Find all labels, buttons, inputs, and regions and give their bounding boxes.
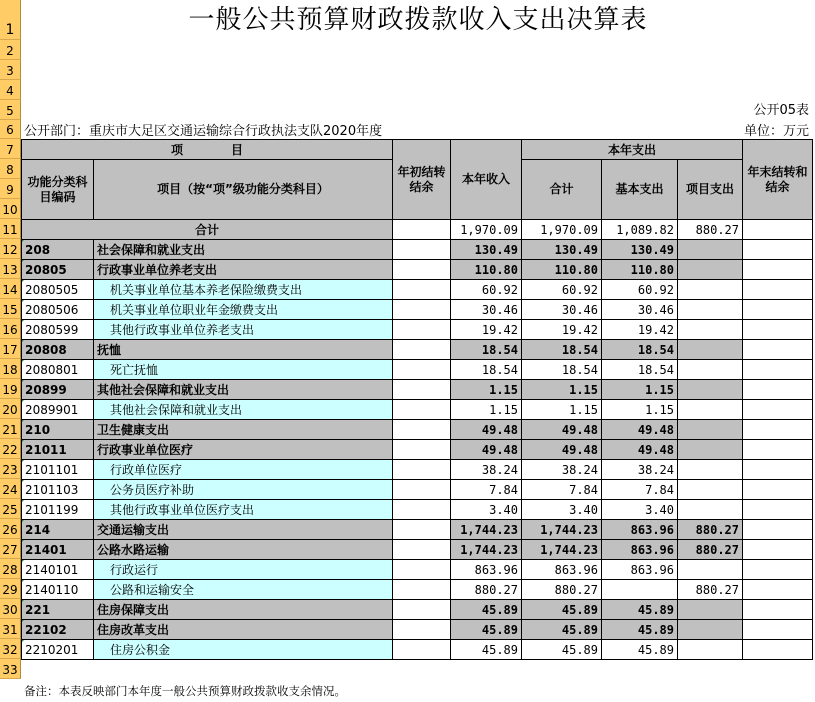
cell-project[interactable] [678, 600, 743, 620]
header-project[interactable]: 项目支出 [678, 160, 743, 220]
unit-label: 单位：万元 [743, 124, 809, 139]
cell-comment-marker [22, 300, 26, 304]
cell-project[interactable] [678, 640, 743, 660]
cell-begin[interactable] [393, 520, 451, 540]
cell-name[interactable]: 卫生健康支出 [94, 420, 393, 440]
table-row[interactable] [22, 620, 813, 640]
cell-basic[interactable]: 1.15 [602, 400, 678, 420]
cell-name[interactable]: 住房公积金 [94, 640, 393, 660]
cell-comment-marker [22, 480, 26, 484]
cell-name[interactable]: 住房保障支出 [94, 600, 393, 620]
cell-basic[interactable]: 19.42 [602, 320, 678, 340]
table-row[interactable] [22, 440, 813, 460]
header-expense-group[interactable]: 本年支出 [522, 140, 743, 160]
cell-end[interactable] [743, 380, 813, 400]
header-name[interactable]: 项目（按“项”级功能分类科目） [94, 160, 393, 220]
cell-project[interactable] [678, 320, 743, 340]
form-number: 公开05表 [753, 103, 809, 118]
cell-comment-marker [22, 340, 26, 344]
cell-total[interactable]: 1.15 [522, 400, 602, 420]
total-income[interactable]: 1,970.09 [451, 220, 522, 240]
cell-comment-marker [22, 360, 26, 364]
cell-name[interactable]: 行政运行 [94, 560, 393, 580]
cell-end[interactable] [743, 240, 813, 260]
table-row[interactable] [22, 640, 813, 660]
cell-total[interactable]: 880.27 [522, 580, 602, 600]
table-row[interactable] [22, 600, 813, 620]
cell-comment-marker [22, 640, 26, 644]
cell-comment-marker [22, 400, 26, 404]
cell-total[interactable]: 60.92 [522, 280, 602, 300]
total-label[interactable]: 合计 [22, 220, 393, 240]
header-basic[interactable]: 基本支出 [602, 160, 678, 220]
cell-project[interactable] [678, 240, 743, 260]
cell-total[interactable]: 110.80 [522, 260, 602, 280]
code-text: 2101199 [25, 502, 79, 517]
cell-income[interactable]: 1,744.23 [451, 540, 522, 560]
cell-code[interactable] [22, 440, 94, 460]
row-number[interactable]: 24 [0, 479, 21, 499]
table-row[interactable] [22, 420, 813, 440]
cell-project[interactable] [678, 500, 743, 520]
cell-basic[interactable]: 45.89 [602, 640, 678, 660]
row-number[interactable]: 3 [0, 60, 21, 80]
cell-project[interactable] [678, 460, 743, 480]
cell-name[interactable]: 公务员医疗补助 [94, 480, 393, 500]
cell-end[interactable] [743, 600, 813, 620]
row-number[interactable]: 1 [0, 0, 21, 40]
cell-total[interactable]: 1,744.23 [522, 520, 602, 540]
cell-comment-marker [22, 320, 26, 324]
cell-code[interactable] [22, 500, 94, 520]
cell-income[interactable]: 1.15 [451, 380, 522, 400]
table-row[interactable] [22, 260, 813, 280]
cell-income[interactable]: 880.27 [451, 580, 522, 600]
cell-name[interactable]: 住房改革支出 [94, 620, 393, 640]
cell-income[interactable]: 18.54 [451, 360, 522, 380]
cell-income[interactable]: 1.15 [451, 400, 522, 420]
cell-income[interactable]: 110.80 [451, 260, 522, 280]
row-number[interactable]: 25 [0, 499, 21, 519]
header-end-balance[interactable]: 年末结转和结余 [743, 140, 813, 220]
row-number[interactable]: 19 [0, 379, 21, 399]
code-text: 20805 [25, 262, 67, 277]
cell-end[interactable] [743, 520, 813, 540]
cell-name[interactable]: 行政单位医疗 [94, 460, 393, 480]
cell-name[interactable]: 其他行政事业单位养老支出 [94, 320, 393, 340]
cell-basic[interactable]: 18.54 [602, 360, 678, 380]
cell-income[interactable]: 3.40 [451, 500, 522, 520]
cell-total[interactable]: 863.96 [522, 560, 602, 580]
cell-begin[interactable] [393, 580, 451, 600]
cell-basic[interactable]: 863.96 [602, 560, 678, 580]
cell-name[interactable]: 其他行政事业单位医疗支出 [94, 500, 393, 520]
cell-begin[interactable] [393, 440, 451, 460]
total-end[interactable] [743, 220, 813, 240]
row-number[interactable]: 28 [0, 559, 21, 579]
code-text: 2101101 [25, 462, 79, 477]
cell-comment-marker [22, 520, 26, 524]
code-text: 22102 [25, 622, 67, 637]
cell-begin[interactable] [393, 600, 451, 620]
cell-comment-marker [22, 260, 26, 264]
header-begin-balance[interactable]: 年初结转结余 [393, 140, 451, 220]
cell-total[interactable]: 30.46 [522, 300, 602, 320]
cell-begin[interactable] [393, 420, 451, 440]
cell-basic[interactable]: 18.54 [602, 340, 678, 360]
row-number[interactable]: 21 [0, 419, 21, 439]
cell-code[interactable] [22, 300, 94, 320]
table-row[interactable] [22, 520, 813, 540]
cell-name[interactable]: 机关事业单位基本养老保险缴费支出 [94, 280, 393, 300]
cell-comment-marker [22, 620, 26, 624]
header-income[interactable]: 本年收入 [451, 140, 522, 220]
code-text: 2210201 [25, 642, 79, 657]
cell-comment-marker [22, 560, 26, 564]
cell-total[interactable]: 49.48 [522, 440, 602, 460]
cell-basic[interactable]: 1.15 [602, 380, 678, 400]
row-number[interactable]: 29 [0, 579, 21, 599]
cell-basic[interactable]: 45.89 [602, 600, 678, 620]
cell-project[interactable] [678, 360, 743, 380]
cell-project[interactable]: 880.27 [678, 520, 743, 540]
cell-end[interactable] [743, 480, 813, 500]
row-number[interactable]: 9 [0, 179, 21, 199]
total-begin[interactable] [393, 220, 451, 240]
row-number[interactable]: 27 [0, 539, 21, 559]
cell-income[interactable]: 45.89 [451, 640, 522, 660]
code-text: 2140110 [25, 582, 79, 597]
row-number[interactable]: 32 [0, 639, 21, 659]
row-number[interactable]: 7 [0, 139, 21, 159]
row-number[interactable]: 18 [0, 359, 21, 379]
cell-comment-marker [22, 440, 26, 444]
cell-basic[interactable]: 863.96 [602, 520, 678, 540]
cell-begin[interactable] [393, 480, 451, 500]
cell-comment-marker [22, 280, 26, 284]
cell-comment-marker [22, 240, 26, 244]
cell-end[interactable] [743, 280, 813, 300]
row-number[interactable]: 17 [0, 339, 21, 359]
table-row[interactable] [22, 360, 813, 380]
cell-income[interactable]: 130.49 [451, 240, 522, 260]
row-number[interactable]: 33 [0, 659, 21, 679]
row-number[interactable]: 10 [0, 199, 21, 219]
cell-project[interactable] [678, 560, 743, 580]
cell-end[interactable] [743, 260, 813, 280]
cell-basic[interactable]: 49.48 [602, 420, 678, 440]
cell-end[interactable] [743, 640, 813, 660]
row-number[interactable]: 2 [0, 40, 21, 60]
cell-begin[interactable] [393, 320, 451, 340]
cell-basic[interactable]: 45.89 [602, 620, 678, 640]
code-text: 20808 [25, 342, 67, 357]
code-text: 214 [25, 522, 51, 537]
table-row[interactable] [22, 240, 813, 260]
footer-note: 备注：本表反映部门本年度一般公共预算财政拨款收支余情况。 [24, 684, 346, 698]
organization-label: 公开部门：重庆市大足区交通运输综合行政执法支队2020年度 [24, 124, 383, 139]
code-text: 210 [25, 422, 51, 437]
cell-total[interactable]: 7.84 [522, 480, 602, 500]
row-number[interactable]: 6 [0, 120, 21, 139]
code-text: 2080505 [25, 282, 79, 297]
cell-project[interactable] [678, 480, 743, 500]
code-text: 221 [25, 602, 51, 617]
total-row[interactable] [22, 220, 813, 240]
cell-code[interactable] [22, 360, 94, 380]
cell-total[interactable]: 49.48 [522, 420, 602, 440]
row-number[interactable]: 13 [0, 259, 21, 279]
cell-end[interactable] [743, 560, 813, 580]
row-number[interactable]: 12 [0, 239, 21, 259]
cell-income[interactable]: 60.92 [451, 280, 522, 300]
total-basic[interactable]: 1,089.82 [602, 220, 678, 240]
code-text: 2140101 [25, 562, 79, 577]
cell-total[interactable]: 130.49 [522, 240, 602, 260]
cell-begin[interactable] [393, 300, 451, 320]
cell-basic[interactable]: 110.80 [602, 260, 678, 280]
cell-total[interactable]: 45.89 [522, 620, 602, 640]
cell-code[interactable] [22, 260, 94, 280]
cell-end[interactable] [743, 400, 813, 420]
cell-project[interactable] [678, 280, 743, 300]
header-item[interactable]: 项 目 [22, 140, 393, 160]
code-text: 208 [25, 242, 51, 257]
cell-comment-marker [22, 380, 26, 384]
cell-name[interactable]: 死亡抚恤 [94, 360, 393, 380]
cell-comment-marker [22, 580, 26, 584]
cell-begin[interactable] [393, 380, 451, 400]
cell-basic[interactable]: 3.40 [602, 500, 678, 520]
cell-begin[interactable] [393, 460, 451, 480]
code-text: 21011 [25, 442, 67, 457]
row-number[interactable]: 20 [0, 399, 21, 419]
code-text: 2080801 [25, 362, 79, 377]
cell-income[interactable]: 45.89 [451, 600, 522, 620]
cell-name[interactable]: 行政事业单位医疗 [94, 440, 393, 460]
cell-end[interactable] [743, 620, 813, 640]
row-number[interactable]: 26 [0, 519, 21, 539]
cell-code[interactable] [22, 460, 94, 480]
cell-end[interactable] [743, 320, 813, 340]
cell-code[interactable] [22, 340, 94, 360]
cell-project[interactable]: 880.27 [678, 580, 743, 600]
cell-begin[interactable] [393, 260, 451, 280]
cell-basic[interactable]: 38.24 [602, 460, 678, 480]
table-row[interactable] [22, 380, 813, 400]
cell-total[interactable]: 18.54 [522, 360, 602, 380]
cell-total[interactable]: 38.24 [522, 460, 602, 480]
row-number[interactable]: 8 [0, 159, 21, 179]
cell-name[interactable]: 抚恤 [94, 340, 393, 360]
cell-begin[interactable] [393, 340, 451, 360]
cell-begin[interactable] [393, 400, 451, 420]
cell-income[interactable]: 49.48 [451, 420, 522, 440]
cell-code[interactable] [22, 580, 94, 600]
cell-begin[interactable] [393, 240, 451, 260]
cell-income[interactable]: 38.24 [451, 460, 522, 480]
cell-comment-marker [22, 460, 26, 464]
cell-code[interactable] [22, 640, 94, 660]
table-row[interactable] [22, 340, 813, 360]
cell-total[interactable]: 19.42 [522, 320, 602, 340]
cell-basic[interactable]: 60.92 [602, 280, 678, 300]
table-row[interactable] [22, 400, 813, 420]
cell-basic[interactable]: 7.84 [602, 480, 678, 500]
cell-total[interactable]: 45.89 [522, 600, 602, 620]
table-row[interactable] [22, 540, 813, 560]
cell-code[interactable] [22, 520, 94, 540]
row-number[interactable]: 22 [0, 439, 21, 459]
cell-code[interactable] [22, 560, 94, 580]
budget-table [21, 139, 813, 660]
row-number[interactable]: 4 [0, 80, 21, 100]
cell-name[interactable]: 机关事业单位职业年金缴费支出 [94, 300, 393, 320]
cell-name[interactable]: 其他社会保障和就业支出 [94, 400, 393, 420]
cell-income[interactable]: 7.84 [451, 480, 522, 500]
table-row[interactable] [22, 300, 813, 320]
cell-comment-marker [22, 500, 26, 504]
cell-total[interactable]: 45.89 [522, 640, 602, 660]
cell-code[interactable] [22, 380, 94, 400]
total-project[interactable]: 880.27 [678, 220, 743, 240]
header-total[interactable]: 合计 [522, 160, 602, 220]
cell-begin[interactable] [393, 620, 451, 640]
cell-begin[interactable] [393, 360, 451, 380]
cell-project[interactable] [678, 300, 743, 320]
cell-end[interactable] [743, 360, 813, 380]
cell-total[interactable]: 3.40 [522, 500, 602, 520]
cell-code[interactable] [22, 540, 94, 560]
code-text: 2101103 [25, 482, 79, 497]
cell-end[interactable] [743, 540, 813, 560]
cell-project[interactable] [678, 620, 743, 640]
row-number[interactable]: 14 [0, 279, 21, 299]
cell-project[interactable]: 880.27 [678, 540, 743, 560]
row-number[interactable]: 31 [0, 619, 21, 639]
cell-code[interactable] [22, 420, 94, 440]
cell-begin[interactable] [393, 560, 451, 580]
code-text: 2080506 [25, 302, 79, 317]
row-number[interactable]: 15 [0, 299, 21, 319]
cell-name[interactable]: 公路水路运输 [94, 540, 393, 560]
cell-code[interactable] [22, 400, 94, 420]
cell-code[interactable] [22, 600, 94, 620]
cell-name[interactable]: 行政事业单位养老支出 [94, 260, 393, 280]
cell-end[interactable] [743, 500, 813, 520]
cell-project[interactable] [678, 400, 743, 420]
cell-name[interactable]: 交通运输支出 [94, 520, 393, 540]
cell-end[interactable] [743, 580, 813, 600]
cell-project[interactable] [678, 340, 743, 360]
cell-income[interactable]: 18.54 [451, 340, 522, 360]
cell-total[interactable]: 1.15 [522, 380, 602, 400]
table-row[interactable] [22, 320, 813, 340]
code-text: 20899 [25, 382, 67, 397]
sheet-title: 一般公共预算财政拨款收入支出决算表 [188, 5, 648, 35]
cell-basic[interactable] [602, 580, 678, 600]
row-number[interactable]: 11 [0, 219, 21, 239]
cell-code[interactable] [22, 620, 94, 640]
cell-name[interactable]: 其他社会保障和就业支出 [94, 380, 393, 400]
cell-project[interactable] [678, 380, 743, 400]
table-row[interactable] [22, 460, 813, 480]
code-text: 21401 [25, 542, 67, 557]
cell-income[interactable]: 45.89 [451, 620, 522, 640]
cell-begin[interactable] [393, 540, 451, 560]
cell-code[interactable] [22, 240, 94, 260]
cell-comment-marker [22, 600, 26, 604]
header-code[interactable]: 功能分类科目编码 [22, 160, 94, 220]
cell-project[interactable] [678, 420, 743, 440]
row-number[interactable]: 5 [0, 100, 21, 120]
cell-end[interactable] [743, 460, 813, 480]
total-total[interactable]: 1,970.09 [522, 220, 602, 240]
cell-begin[interactable] [393, 500, 451, 520]
table-row[interactable] [22, 500, 813, 520]
cell-begin[interactable] [393, 640, 451, 660]
cell-comment-marker [22, 540, 26, 544]
cell-code[interactable] [22, 320, 94, 340]
cell-code[interactable] [22, 480, 94, 500]
cell-name[interactable]: 公路和运输安全 [94, 580, 393, 600]
cell-end[interactable] [743, 340, 813, 360]
cell-name[interactable]: 社会保障和就业支出 [94, 240, 393, 260]
table-row[interactable] [22, 480, 813, 500]
table-row[interactable] [22, 280, 813, 300]
cell-basic[interactable]: 863.96 [602, 540, 678, 560]
cell-basic[interactable]: 130.49 [602, 240, 678, 260]
cell-end[interactable] [743, 420, 813, 440]
cell-income[interactable]: 19.42 [451, 320, 522, 340]
table-row[interactable] [22, 560, 813, 580]
cell-total[interactable]: 1,744.23 [522, 540, 602, 560]
cell-comment-marker [22, 420, 26, 424]
cell-code[interactable] [22, 280, 94, 300]
code-text: 2080599 [25, 322, 79, 337]
cell-income[interactable]: 863.96 [451, 560, 522, 580]
cell-begin[interactable] [393, 280, 451, 300]
cell-end[interactable] [743, 300, 813, 320]
cell-basic[interactable]: 49.48 [602, 440, 678, 460]
cell-income[interactable]: 1,744.23 [451, 520, 522, 540]
row-number[interactable]: 16 [0, 319, 21, 339]
row-number[interactable]: 23 [0, 459, 21, 479]
cell-income[interactable]: 30.46 [451, 300, 522, 320]
cell-end[interactable] [743, 440, 813, 460]
table-row[interactable] [22, 580, 813, 600]
row-number[interactable]: 30 [0, 599, 21, 619]
cell-income[interactable]: 49.48 [451, 440, 522, 460]
cell-project[interactable] [678, 440, 743, 460]
cell-basic[interactable]: 30.46 [602, 300, 678, 320]
cell-project[interactable] [678, 260, 743, 280]
cell-total[interactable]: 18.54 [522, 340, 602, 360]
code-text: 2089901 [25, 402, 79, 417]
